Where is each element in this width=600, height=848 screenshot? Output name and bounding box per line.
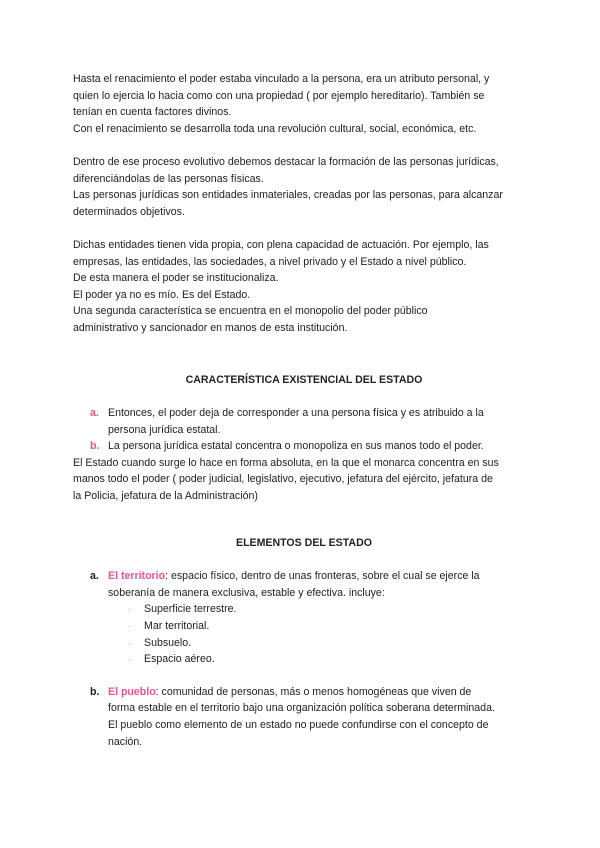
text-line: administrativo y sancionador en manos de esta institución.: [73, 321, 348, 334]
text-line: Espacio aéreo.: [144, 653, 215, 666]
text-line: diferenciándolas de las personas físicas.: [73, 172, 264, 185]
bullet-item: [73, 635, 535, 652]
text-line: Superficie terrestre.: [144, 603, 237, 616]
text-line: Hasta el renacimiento el poder estaba vinculado a la persona, era un atributo personal, y: [73, 73, 490, 85]
document-page: [73, 71, 535, 750]
section-heading-elementos: ELEMENTOS DEL ESTADO: [236, 536, 372, 549]
term-definition: : comunidad de personas, más o menos homogéneas que viven de: [155, 685, 472, 698]
text-line: La persona jurídica estatal concentra o monopoliza en sus manos todo el poder.: [108, 440, 484, 453]
highlighted-term: El territorio: [108, 570, 166, 583]
bullet-item: [73, 601, 535, 618]
text-line: tenían en cuenta factores divinos.: [73, 106, 232, 119]
text-line: la Policia, jefatura de la Administración): [73, 490, 258, 503]
text-line: nación.: [108, 735, 143, 748]
text-line: De esta manera el poder se institucionaliza.: [73, 272, 279, 285]
spacer: [73, 337, 535, 372]
text-line: determinados objetivos.: [73, 205, 185, 218]
text-line: soberanía de manera exclusiva, estable y efectiva. incluye:: [108, 586, 385, 599]
spacer: [73, 220, 535, 237]
bullet-dot-icon: ·: [128, 621, 131, 632]
text-line: El Estado cuando surge lo hace en forma absoluta, en la que el monarca concentra en sus: [73, 456, 499, 469]
text-line: quien lo ejercia lo hacia como con una propiedad ( por ejemplo hereditario). También se: [73, 89, 485, 102]
list-marker: a.: [90, 570, 99, 583]
intro-paragraph-1: [73, 71, 535, 137]
intro-paragraph-3: [73, 237, 535, 337]
bullet-item: [73, 651, 535, 668]
list-marker: b.: [90, 440, 100, 453]
text-line: Una segunda característica se encuentra en el monopolio del poder público: [73, 305, 428, 318]
list-item-pueblo: [73, 684, 535, 750]
text-line: manos todo el poder ( poder judicial, legislativo, ejecutivo, jefatura del ejército, jefatura de: [73, 473, 493, 486]
text-line: [108, 568, 535, 585]
bullet-dot-icon: ·: [128, 604, 131, 615]
text-line: Dichas entidades tienen vida propia, con plena capacidad de actuación. Por ejemplo, las: [73, 238, 489, 251]
text-line: Las personas jurídicas son entidades inmateriales, creadas por las personas, para alcanzar: [73, 189, 503, 202]
list-marker: a.: [90, 407, 99, 420]
text-line: Subsuelo.: [144, 636, 192, 649]
text-line: empresas, las entidades, las sociedades, a nivel privado y el Estado a nivel público.: [73, 255, 467, 268]
text-line: El poder ya no es mío. Es del Estado.: [73, 288, 251, 301]
text-line: Dentro de ese proceso evolutivo debemos destacar la formación de las personas jurídicas,: [73, 155, 499, 168]
intro-paragraph-2: [73, 154, 535, 220]
list-item: [73, 405, 535, 438]
spacer: [73, 505, 535, 535]
term-definition: : espacio físico, dentro de unas fronteras, sobre el cual se ejerce la: [165, 570, 480, 583]
spacer: [73, 137, 535, 154]
highlighted-term: El pueblo: [108, 685, 156, 698]
text-line: [108, 684, 535, 701]
list-marker: b.: [90, 685, 100, 698]
text-line: Mar territorial.: [144, 620, 210, 633]
bullet-dot-icon: ·: [128, 654, 131, 665]
bullet-dot-icon: ·: [128, 637, 131, 648]
section-heading-caracteristica: CARACTERÍSTICA EXISTENCIAL DEL ESTADO: [185, 373, 423, 386]
text-line: El pueblo como elemento de un estado no puede confundirse con el concepto de: [108, 719, 489, 731]
text-line: forma estable en el territorio bajo una organización política soberana determinada.: [108, 702, 495, 715]
text-line: persona jurídica estatal.: [108, 423, 221, 436]
list-item-territorio: [73, 568, 535, 601]
text-line: Entonces, el poder deja de corresponder a una persona física y es atribuido a la: [108, 407, 484, 420]
spacer: [73, 388, 535, 405]
section1-paragraph: [73, 455, 535, 505]
text-line: Con el renacimiento se desarrolla toda una revolución cultural, social, económica, etc.: [73, 122, 477, 135]
spacer: [73, 668, 535, 684]
bullet-item: [73, 618, 535, 635]
list-item: [73, 438, 535, 455]
spacer: [73, 551, 535, 568]
